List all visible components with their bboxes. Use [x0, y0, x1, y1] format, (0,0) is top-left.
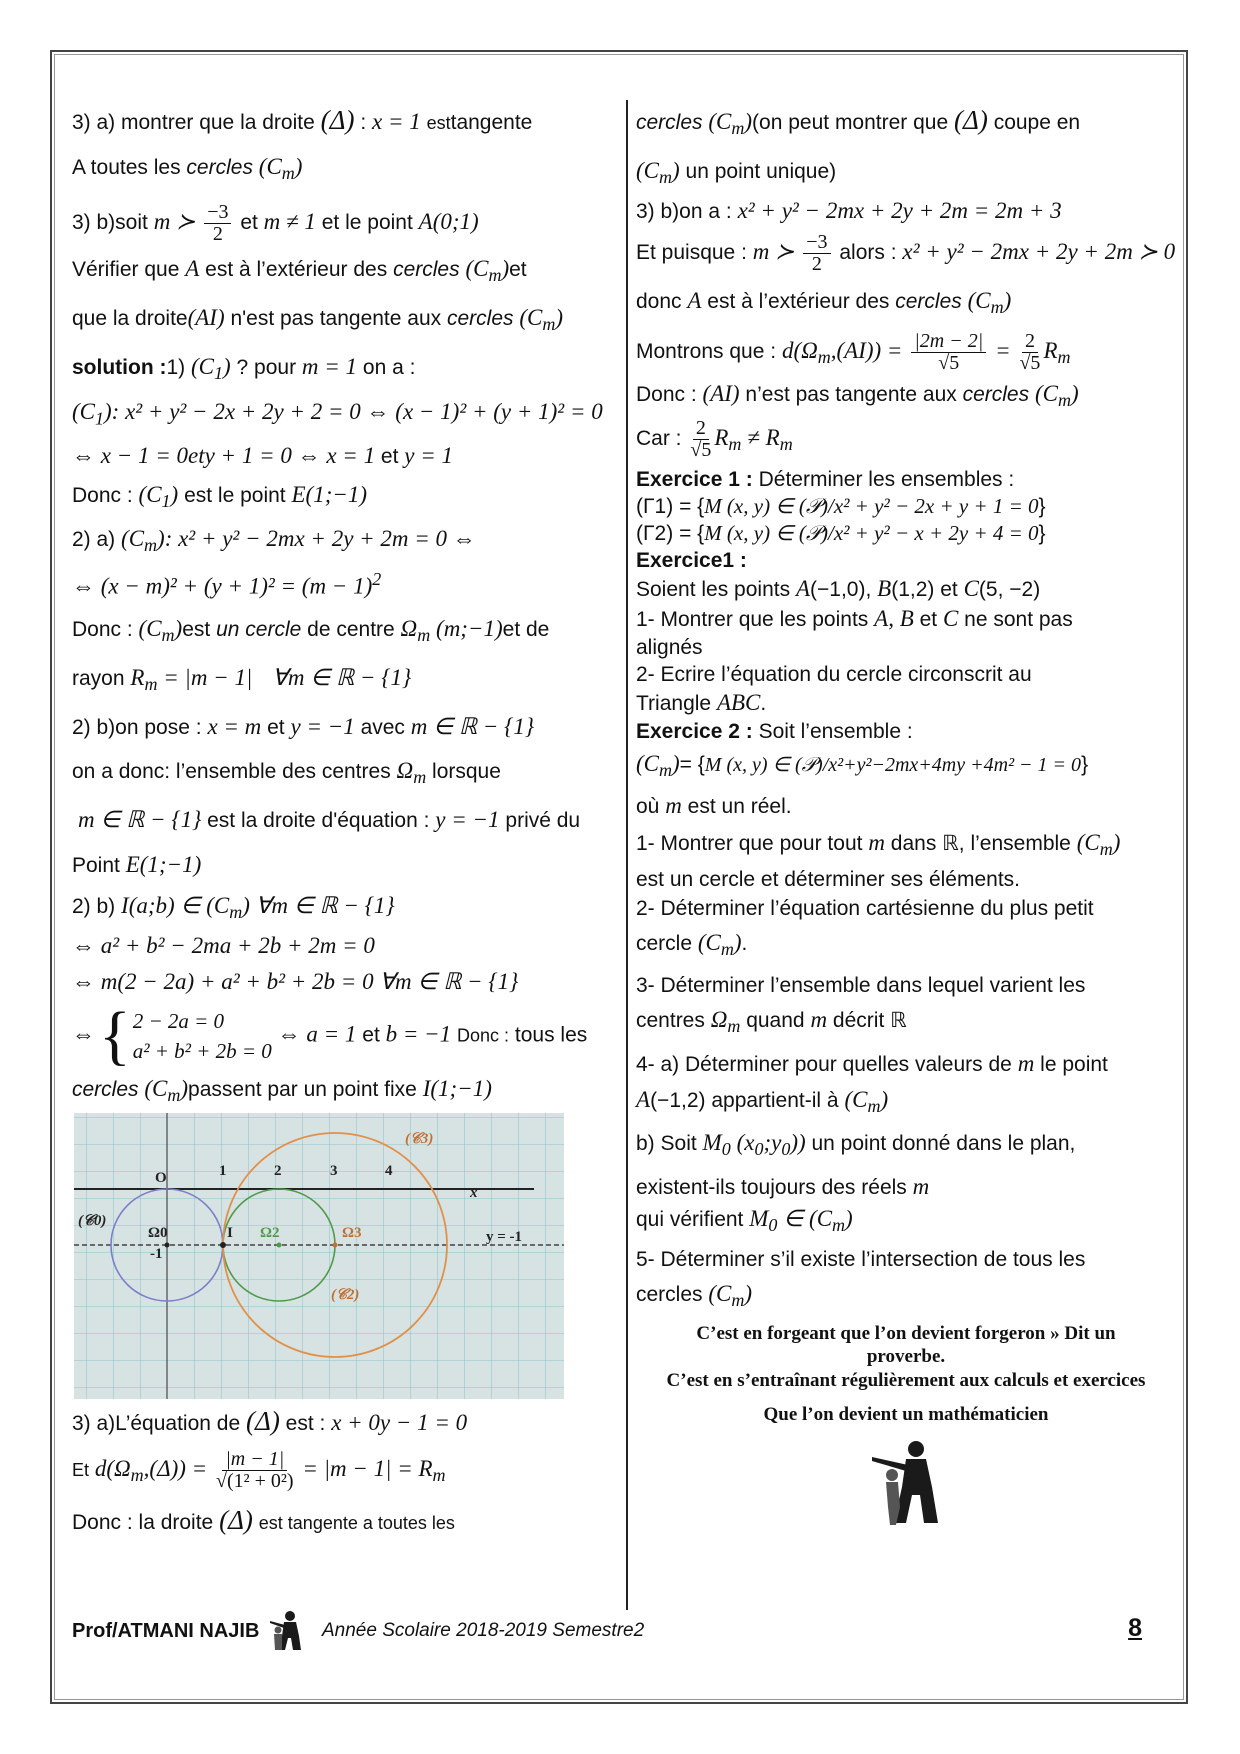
label-c2: (𝒞2) [331, 1286, 360, 1303]
line: cercle $(C_m)$. [636, 930, 748, 960]
line: 1- Montrer que les points A, B et C ne sont pas [636, 606, 1073, 632]
line: où m est un réel. [636, 792, 792, 818]
line: ⇔ x − 1 = 0ety + 1 = 0 ⇔ x = 1 et y = 1 [72, 442, 454, 468]
line: Et puisque : m ≻ $\frac{-3}{2}$ alors : x² + y² − 2mx + 2y + 2m ≻ 0 [636, 231, 1176, 276]
fraction: $\frac{2}{√5}$ [690, 416, 712, 461]
line: donc A est à l’extérieur des cercles $(C_m)$ [636, 288, 1012, 318]
line: Car : $\frac{2}{√5}$ $R_m \ne R_m$ [636, 416, 793, 461]
line: cercles $(C_m)(on$ peut montrer que (Δ) coupe en [636, 105, 1081, 139]
label-line: y = -1 [486, 1228, 523, 1245]
line: 1- Montrer que pour tout m dans ℝ, l’ensemble $(C_m)$ [636, 830, 1121, 860]
line: ⇔ m(2 − 2a) + a² + b² + 2b = 0 ∀m ∈ ℝ − {1} [72, 968, 519, 994]
equation-system: { 2 − 2a = 0 a² + b² + 2b = 0 [99, 999, 272, 1073]
label-omega3: Ω3 [342, 1224, 362, 1241]
line: ⇔ $(x - m)^2 + (y + 1)^2 = (m - 1)^2$ [72, 568, 382, 599]
point-omega2 [277, 1242, 282, 1247]
line: ⇔ a² + b² − 2ma + 2b + 2m = 0 [72, 933, 375, 959]
label-i: I [227, 1224, 233, 1241]
line: 3) b)on a : x² + y² − 2mx + 2y + 2m = 2m + 3 [636, 197, 1062, 223]
line: est un cercle et déterminer ses éléments. [636, 867, 1021, 891]
line: $(C_m)$ un point unique) [636, 157, 837, 187]
school-year: Année Scolaire 2018-2019 Semestre2 [322, 1620, 645, 1641]
tick-1: 1 [219, 1162, 227, 1179]
line: 3) a) montrer que la droite (Δ) : x = 1 esttangente [72, 105, 533, 135]
label-c0: (𝒞0) [78, 1212, 107, 1229]
line: Exercice 1 : Déterminer les ensembles : [636, 467, 1015, 491]
line: Et $d(\Omega_m,(\Delta))$ = $\frac{|m - 1|}{\text{√(1² + 0²)}}$ = $|m - 1| = R_m$ [72, 1448, 446, 1493]
line: m ∈ ℝ − {1} est la droite d'équation : y = −1 privé du [78, 807, 581, 833]
fraction: $\frac{-3}{2}$ [204, 202, 231, 245]
label-omega0: Ω0 [148, 1224, 168, 1241]
line: 4- a) Déterminer pour quelles valeurs de m le point [636, 1051, 1108, 1077]
circles-figure [74, 1113, 564, 1399]
line: cercles $(C_m)$ [636, 1280, 753, 1310]
label-minus-1: -1 [150, 1245, 163, 1262]
teacher-pointing-icon [866, 1437, 946, 1527]
axis-x-label: x [470, 1184, 478, 1201]
circles-photo [74, 1113, 564, 1399]
line: Donc : la droite (Δ) est tangente a toutes les [72, 1505, 455, 1536]
line: Donc : (AI) n’est pas tangente aux cercles $(C_m)$ [636, 380, 1079, 411]
tick-4: 4 [385, 1162, 393, 1179]
line: A(−1,2) appartient-il à $(C_m)$ [636, 1086, 889, 1116]
line: qui vérifient $M_0$ ∈ $(C_m)$ [636, 1205, 853, 1236]
teacher-small-icon [268, 1610, 304, 1650]
label-omega2: Ω2 [260, 1224, 280, 1241]
line: Donc : $(C_m)est$ un cercle de centre $\Omega_m$ (m;−1)et de [72, 616, 550, 646]
teacher-student-illustration [636, 1437, 1176, 1533]
line: 3) b)soit m ≻ $\frac{-3}{2}$ et m ≠ 1 et le point A(0;1) [72, 201, 479, 246]
line: 2) b) I(a;b) ∈ $(C_m)$ ∀m ∈ ℝ − {1} [72, 893, 395, 923]
author: Prof/ATMANI NAJIB [72, 1620, 260, 1642]
line: (Γ1) = {M (x, y) ∈ (𝒫)/x² + y² − 2x + y + 1 = 0} [636, 493, 1046, 518]
label-o: O [155, 1169, 167, 1186]
line: que la droite(AI) n'est pas tangente aux cercles $(C_m)$ [72, 304, 564, 335]
line: 2- Ecrire l’équation du cercle circonscrit au [636, 662, 1032, 686]
line: cercles $(C_m)passent$ par un point fixe I(1;−1) [72, 1076, 492, 1106]
line: $(C_m)= \{M$ (x, y) ∈ (𝒫)/x²+y²−2mx+4my +4m² − 1 = 0} [636, 750, 1089, 780]
line: 2) b)on pose : x = m et y = −1 avec m ∈ ℝ − {1} [72, 713, 535, 739]
line: alignés [636, 635, 703, 659]
line: rayon $R_m = |m - 1|$ ∀m ∈ ℝ − {1} [72, 664, 412, 695]
line: 3) a)L’équation de (Δ) est : x + 0y − 1 = 0 [72, 1405, 468, 1436]
line: Vérifier que A est à l’extérieur des cercles $(C_m)et$ [72, 256, 527, 286]
line: 5- Déterminer s’il existe l’intersection de tous les [636, 1247, 1086, 1271]
point-omega0 [165, 1242, 170, 1247]
line: Exercice 2 : Soit l’ensemble : [636, 719, 913, 743]
column-divider [626, 100, 628, 1610]
fraction: $\frac{2}{√5}$ [1019, 329, 1041, 374]
line: A toutes les cercles $(C_m)$ [72, 154, 303, 184]
right-column [636, 104, 1176, 1533]
page-number: 8 [1128, 1614, 1142, 1642]
line: ⇔ { 2 − 2a = 0 a² + b² + 2b = 0 ⇔ a = 1 et b = −1 Donc : tous les [72, 999, 588, 1073]
point-omega3 [333, 1242, 338, 1247]
line: $(C_1)$: x² + y² − 2x + 2y + 2 = 0 ⇔ (x − 1)² + (y + 1)² = 0 [72, 398, 603, 429]
line: solution :1) $(C_1)$ ? pour m = 1 on a : [72, 353, 416, 383]
fraction: $\frac{-3}{2}$ [803, 232, 830, 275]
line: existent-ils toujours des réels m [636, 1174, 930, 1200]
left-column [72, 104, 624, 1537]
fraction: $\frac{|m - 1|}{\text{√(1² + 0²)}}$ [216, 1448, 294, 1493]
tick-3: 3 [330, 1162, 338, 1179]
line: b) Soit $M_0$ $(x_0;y_0)$) un point donné dans le plan, [636, 1130, 1076, 1160]
line: Donc : $(C_1)$ est le point E(1;−1) [72, 482, 368, 512]
line: centres $\Omega_m$ quand m décrit ℝ [636, 1007, 907, 1037]
line: 3- Déterminer l’ensemble dans lequel varient les [636, 974, 1086, 998]
line: Soient les points A(−1,0), B(1,2) et C(5, −2) [636, 576, 1041, 602]
line: Point E(1;−1) [72, 851, 202, 877]
line: (Γ2) = {M (x, y) ∈ (𝒫)/x² + y² − x + 2y + 4 = 0} [636, 521, 1046, 546]
line: Montrons que : $d(\Omega_m,(AI))$ = $\frac{|2m - 2|}{√5}$ = $\frac{2}{√5}$ $R_m$ [636, 329, 1071, 374]
line: 2) a) $(C_m)$: x² + y² − 2mx + 2y + 2m = 0 ⇔ [72, 526, 476, 556]
tick-2: 2 [274, 1162, 282, 1179]
label-c3: (𝒞3) [405, 1130, 434, 1147]
fraction: $\frac{|2m - 2|}{√5}$ [911, 331, 986, 374]
line: Exercice1 : [636, 549, 747, 573]
footer [72, 1614, 1142, 1660]
proverb: C’est en forgeant que l’on devient forgeron » Dit un proverbe. C’est en s’entraînant régulièrement aux calculs et exercices Que l’on devient un mathématicien [666, 1322, 1146, 1425]
line: 2- Déterminer l’équation cartésienne du plus petit [636, 897, 1094, 921]
point-i [220, 1242, 226, 1248]
line: Triangle ABC. [636, 690, 767, 716]
line: on a donc: l’ensemble des centres $\Omega_m$ lorsque [72, 758, 501, 788]
